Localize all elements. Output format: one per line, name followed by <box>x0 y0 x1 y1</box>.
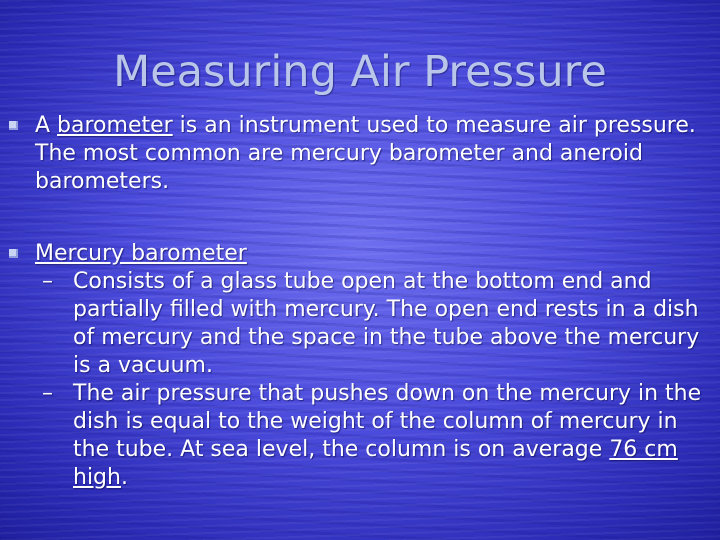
sub-bullet-text-pre: The air pressure that pushes down on the mercury in the dish is equal to the weight of the column of mercury in the tube. At sea level, the column is on average <box>73 381 702 462</box>
barometer-term: barometer <box>57 113 173 138</box>
bullet-barometer-definition <box>8 112 708 196</box>
slide-title: Measuring Air Pressure <box>113 47 607 97</box>
mercury-barometer-heading: Mercury barometer <box>35 241 247 266</box>
column-height-value: 76 cm high <box>73 437 678 490</box>
sub-bullet-tube-description <box>42 268 708 380</box>
dash-bullet-icon: – <box>42 269 53 294</box>
square-bullet-icon <box>9 249 18 258</box>
bullet-text-pre: A <box>35 113 58 138</box>
square-bullet-icon <box>9 121 18 130</box>
sub-bullet-list <box>35 268 708 492</box>
bullet-list <box>8 112 708 492</box>
sub-bullet-text-post: . <box>120 465 128 490</box>
bullet-text-post: is an instrument used to measure air pressure. The most common are mercury barometer and aneroid barometers. <box>35 113 696 194</box>
sub-bullet-text: Consists of a glass tube open at the bottom end and partially filled with mercury. The open end rests in a dish of mercury and the space in the tube above the mercury is a vacuum. <box>73 269 700 378</box>
sub-bullet-pressure-explanation <box>42 380 708 492</box>
bullet-mercury-barometer <box>8 240 708 492</box>
dash-bullet-icon: – <box>42 381 53 406</box>
